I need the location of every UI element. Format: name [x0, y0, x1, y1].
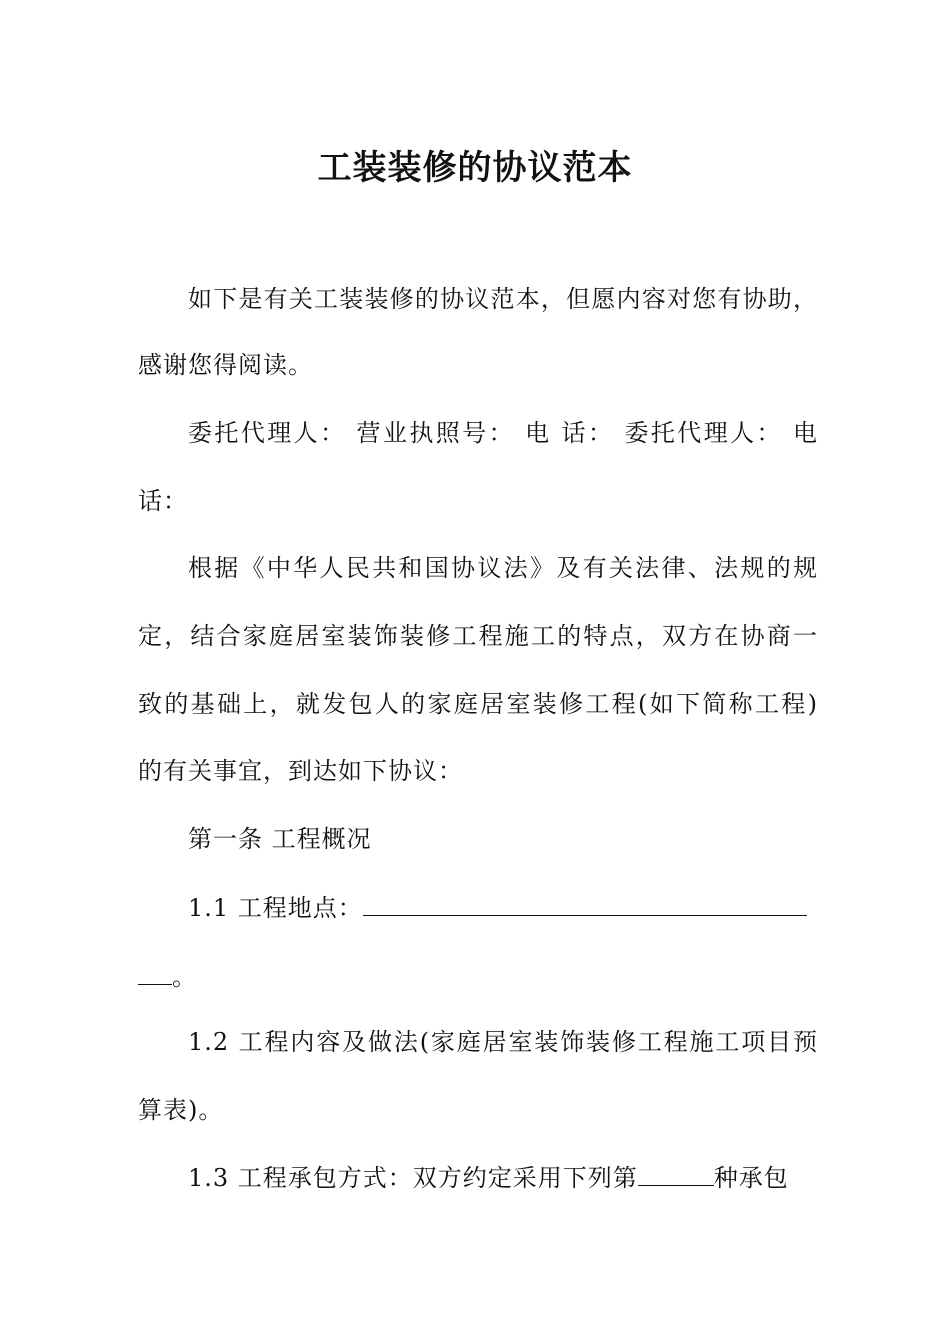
blank-underline	[138, 964, 172, 985]
field-suffix: 种承包	[713, 1164, 789, 1192]
paragraph-line	[188, 1163, 818, 1193]
paragraph-line: 的有关事宜，到达如下协议：	[138, 757, 463, 785]
paragraph-line: 根据《中华人民共和国协议法》及有关法律、法规的规	[188, 554, 818, 582]
paragraph-line	[138, 962, 818, 992]
blank-underline	[638, 1165, 714, 1186]
paragraph-line: 定，结合家庭居室装饰装修工程施工的特点，双方在协商一	[138, 622, 818, 650]
blank-underline	[363, 895, 807, 916]
paragraph-line: 1.2 工程内容及做法(家庭居室装饰装修工程施工项目预	[188, 1028, 818, 1056]
paragraph-line: 委托代理人： 营业执照号： 电 话： 委托代理人： 电	[188, 419, 818, 447]
paragraph-line	[188, 893, 818, 923]
field-label: 1.1 工程地点：	[188, 894, 363, 922]
paragraph-line: 如下是有关工装装修的协议范本，但愿内容对您有协助，	[188, 285, 818, 313]
paragraph-line: 感谢您得阅读。	[138, 351, 313, 379]
section-heading: 第一条 工程概况	[188, 825, 372, 853]
field-label: 1.3 工程承包方式：双方约定采用下列第	[188, 1164, 638, 1192]
line-end-punctuation: 。	[172, 963, 197, 991]
document-title: 工装装修的协议范本	[317, 148, 633, 188]
paragraph-line: 算表)。	[138, 1096, 224, 1124]
paragraph-line: 话：	[138, 487, 188, 515]
paragraph-line: 致的基础上，就发包人的家庭居室装修工程(如下简称工程)	[138, 690, 818, 718]
